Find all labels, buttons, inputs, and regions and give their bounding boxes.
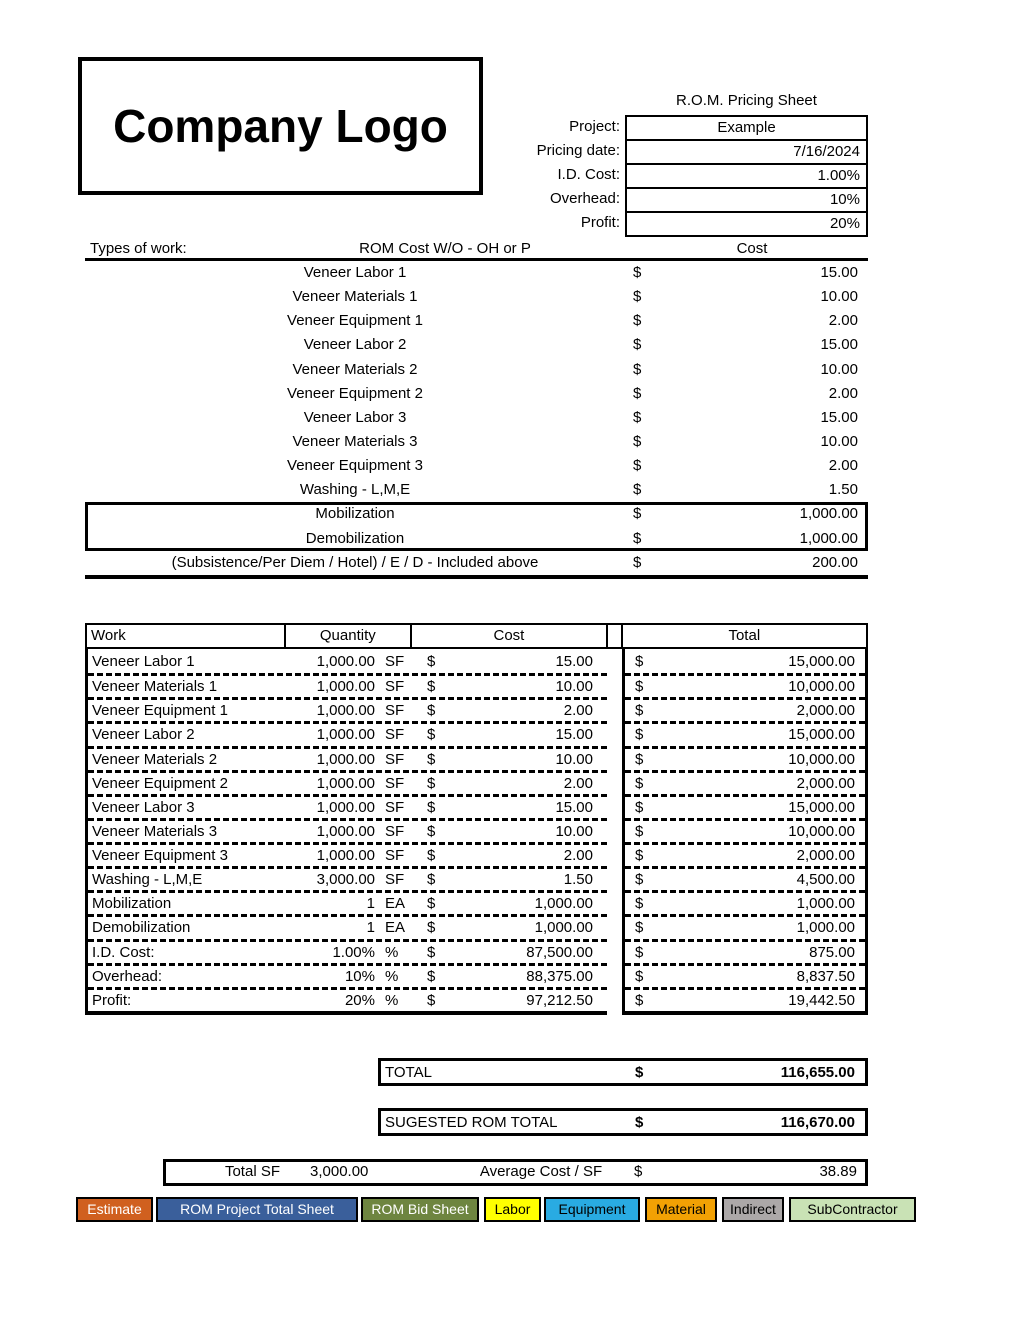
work-row: Veneer Equipment 2 1,000.00 SF $ 2.00 <box>88 770 607 794</box>
total-cell: $ 8,837.50 <box>625 963 865 987</box>
currency-symbol: $ <box>633 505 642 523</box>
total-cell: $ 1,000.00 <box>625 914 865 938</box>
suggested-rom-total-label: SUGESTED ROM TOTAL <box>385 1113 558 1131</box>
types-row: Veneer Materials 3 $ 10.00 <box>85 430 868 454</box>
currency-symbol: $ <box>635 847 644 865</box>
cost-header: Cost <box>736 240 768 257</box>
total-cell: $ 19,442.50 <box>625 987 865 1011</box>
profit-field[interactable]: 20% <box>625 211 868 237</box>
sheet-tab-rom-project-total-sheet[interactable]: ROM Project Total Sheet <box>156 1197 358 1222</box>
currency-symbol: $ <box>633 481 642 499</box>
total-cell: $ 10,000.00 <box>625 673 865 697</box>
types-row: Mobilization $ 1,000.00 <box>85 502 868 526</box>
total-cell: $ 15,000.00 <box>635 652 855 670</box>
sheet-tab-subcontractor[interactable]: SubContractor <box>789 1197 916 1222</box>
overhead-label: Overhead: <box>549 190 620 207</box>
total-cell: $ 10,000.00 <box>625 818 865 842</box>
currency-symbol: $ <box>633 553 642 571</box>
currency-symbol: $ <box>633 457 642 475</box>
types-row: Veneer Materials 1 $ 10.00 <box>85 285 868 309</box>
currency-symbol: $ <box>633 336 642 354</box>
work-row: Veneer Materials 1 1,000.00 SF $ 10.00 <box>88 673 607 697</box>
currency-symbol: $ <box>427 871 436 889</box>
total-cell: $ 2,000.00 <box>625 842 865 866</box>
work-table-total-block <box>622 649 868 1015</box>
total-cell: $ 10,000.00 <box>625 746 865 770</box>
currency-symbol: $ <box>635 991 644 1009</box>
total-sf-label: Total SF <box>224 1163 280 1180</box>
work-table-left-block <box>85 649 607 1015</box>
mobilization-box <box>85 502 868 550</box>
currency-symbol: $ <box>633 529 642 547</box>
suggested-rom-total-amount[interactable]: 116,670.00 <box>780 1113 855 1131</box>
currency-symbol: $ <box>427 726 436 744</box>
currency-symbol: $ <box>635 1063 644 1081</box>
currency-symbol: $ <box>427 822 436 840</box>
currency-symbol: $ <box>635 871 644 889</box>
currency-symbol: $ <box>633 312 642 330</box>
work-cost-table <box>85 623 868 1015</box>
work-row: Veneer Labor 3 1,000.00 SF $ 15.00 <box>88 794 607 818</box>
work-table-header <box>85 623 868 649</box>
total-label: TOTAL <box>385 1063 432 1081</box>
cost-column-header: Cost <box>410 623 608 649</box>
currency-symbol: $ <box>635 750 644 768</box>
work-row: Veneer Equipment 3 1,000.00 SF $ 2.00 <box>88 842 607 866</box>
work-row: Veneer Materials 2 1,000.00 SF $ 10.00 <box>88 746 607 770</box>
total-sf-value[interactable]: 3,000.00 <box>310 1163 369 1180</box>
work-row: Veneer Equipment 1 1,000.00 SF $ 2.00 <box>88 697 607 721</box>
total-cell: $ 875.00 <box>625 939 865 963</box>
types-row: Demobilization $ 1,000.00 <box>85 527 868 551</box>
average-cost-value[interactable]: 38.89 <box>819 1163 857 1180</box>
currency-symbol: $ <box>635 967 644 985</box>
work-column-header: Work <box>85 623 286 649</box>
types-of-work-table <box>85 240 868 579</box>
types-row: Veneer Equipment 3 $ 2.00 <box>85 454 868 478</box>
types-of-work-header: Types of work: <box>90 240 187 257</box>
currency-symbol: $ <box>427 774 436 792</box>
types-row: Washing - L,M,E $ 1.50 <box>85 478 868 502</box>
sheet-title: R.O.M. Pricing Sheet <box>676 92 817 109</box>
types-row: (Subsistence/Per Diem / Hotel) / E / D - Included above $ 200.00 <box>85 551 868 575</box>
currency-symbol: $ <box>427 919 436 937</box>
work-row: Demobilization 1 EA $ 1,000.00 <box>88 914 607 938</box>
total-cell: $ 2,000.00 <box>625 697 865 721</box>
work-row: Washing - L,M,E 3,000.00 SF $ 1.50 <box>88 866 607 890</box>
work-row: I.D. Cost: 1.00% % $ 87,500.00 <box>88 939 607 963</box>
id-cost-label: I.D. Cost: <box>557 166 620 183</box>
average-cost-label: Average Cost / SF <box>479 1163 603 1180</box>
work-row: Veneer Labor 2 1,000.00 SF $ 15.00 <box>88 721 607 745</box>
work-row: Veneer Labor 1 1,000.00 SF $ 15.00 <box>92 652 593 670</box>
currency-symbol: $ <box>633 408 642 426</box>
currency-symbol: $ <box>635 726 644 744</box>
total-amount[interactable]: 116,655.00 <box>780 1063 855 1081</box>
project-field[interactable]: Example <box>625 115 868 141</box>
types-table-header <box>85 240 868 258</box>
suggested-rom-total-box <box>378 1108 868 1136</box>
currency-symbol: $ <box>635 943 644 961</box>
total-cell: $ 1,000.00 <box>625 890 865 914</box>
work-row: Profit: 20% % $ 97,212.50 <box>88 987 607 1011</box>
quantity-column-header: Quantity <box>284 623 413 649</box>
sheet-tab-equipment[interactable]: Equipment <box>544 1197 640 1222</box>
currency-symbol: $ <box>427 750 436 768</box>
currency-symbol: $ <box>635 1113 644 1131</box>
currency-symbol: $ <box>635 919 644 937</box>
total-sf-box <box>163 1159 868 1186</box>
types-row: Veneer Equipment 2 $ 2.00 <box>85 382 868 406</box>
pricing-date-field[interactable]: 7/16/2024 <box>625 139 868 165</box>
sheet-tab-rom-bid-sheet[interactable]: ROM Bid Sheet <box>361 1197 479 1222</box>
total-cell: $ 2,000.00 <box>625 770 865 794</box>
types-row: Veneer Materials 2 $ 10.00 <box>85 358 868 382</box>
project-label: Project: <box>569 118 620 135</box>
currency-symbol: $ <box>635 652 644 670</box>
currency-symbol: $ <box>635 895 644 913</box>
currency-symbol: $ <box>635 774 644 792</box>
currency-symbol: $ <box>633 264 642 281</box>
currency-symbol: $ <box>633 288 642 306</box>
sheet-tab-labor[interactable]: Labor <box>484 1197 541 1222</box>
sheet-tab-material[interactable]: Material <box>645 1197 717 1222</box>
work-row: Veneer Materials 3 1,000.00 SF $ 10.00 <box>88 818 607 842</box>
currency-symbol: $ <box>635 798 644 816</box>
sheet-tab-estimate[interactable]: Estimate <box>76 1197 153 1222</box>
types-row: Veneer Labor 2 $ 15.00 <box>85 333 868 357</box>
currency-symbol: $ <box>427 943 436 961</box>
currency-symbol: $ <box>427 702 436 720</box>
types-row: Veneer Labor 3 $ 15.00 <box>85 406 868 430</box>
currency-symbol: $ <box>427 991 436 1009</box>
work-row: Mobilization 1 EA $ 1,000.00 <box>88 890 607 914</box>
currency-symbol: $ <box>427 678 436 696</box>
currency-symbol: $ <box>427 967 436 985</box>
currency-symbol: $ <box>633 360 642 378</box>
currency-symbol: $ <box>427 652 436 670</box>
total-box <box>378 1058 868 1086</box>
company-logo-text: Company Logo <box>113 100 448 152</box>
sheet-tab-indirect[interactable]: Indirect <box>722 1197 784 1222</box>
currency-symbol: $ <box>635 822 644 840</box>
currency-symbol: $ <box>427 798 436 816</box>
id-cost-field[interactable]: 1.00% <box>625 163 868 189</box>
profit-label: Profit: <box>580 214 620 231</box>
currency-symbol: $ <box>427 847 436 865</box>
currency-symbol: $ <box>427 895 436 913</box>
currency-symbol: $ <box>633 384 642 402</box>
currency-symbol: $ <box>635 678 644 696</box>
total-cell: $ 4,500.00 <box>625 866 865 890</box>
types-row: Veneer Equipment 1 $ 2.00 <box>85 309 868 333</box>
total-cell: $ 15,000.00 <box>625 721 865 745</box>
currency-symbol: $ <box>634 1163 643 1180</box>
overhead-field[interactable]: 10% <box>625 187 868 213</box>
total-cell: $ 15,000.00 <box>625 794 865 818</box>
total-column-header: Total <box>621 623 868 649</box>
currency-symbol: $ <box>635 702 644 720</box>
types-row: Veneer Labor 1 $ 15.00 <box>85 261 868 285</box>
pricing-date-label: Pricing date: <box>536 142 620 159</box>
currency-symbol: $ <box>633 432 642 450</box>
rom-cost-header: ROM Cost W/O - OH or P <box>359 240 531 257</box>
work-row: Overhead: 10% % $ 88,375.00 <box>88 963 607 987</box>
